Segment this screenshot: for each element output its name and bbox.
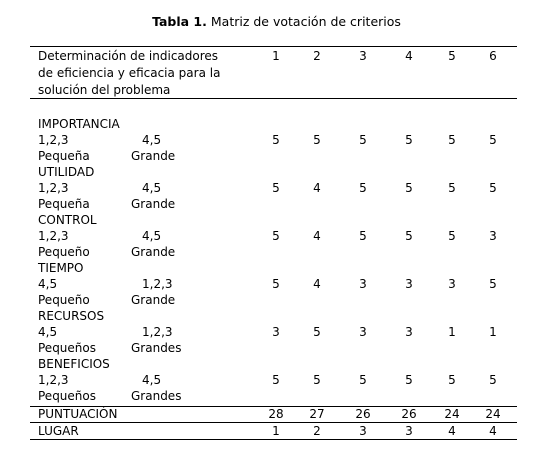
scale-low-label: Pequeño bbox=[38, 293, 90, 307]
header-description-line-2: de eficiencia y eficacia para la bbox=[38, 66, 221, 80]
criterion-name: UTILIDAD bbox=[38, 165, 95, 179]
score-cell: 3 bbox=[448, 277, 456, 291]
scale-low-values: 4,5 bbox=[38, 325, 58, 339]
score-cell: 5 bbox=[448, 229, 456, 243]
criterion-name: BENEFICIOS bbox=[38, 357, 110, 371]
rank-2: 2 bbox=[313, 424, 321, 438]
scale-high-values: 4,5 bbox=[142, 181, 162, 195]
score-cell: 5 bbox=[448, 181, 456, 195]
score-cell: 5 bbox=[359, 373, 367, 387]
score-cell: 5 bbox=[405, 373, 413, 387]
table-top-rule bbox=[30, 46, 517, 47]
score-cell: 5 bbox=[272, 373, 280, 387]
score-cell: 5 bbox=[359, 133, 367, 147]
score-label: PUNTUACIÓN bbox=[38, 407, 118, 421]
score-cell: 5 bbox=[359, 181, 367, 195]
score-cell: 5 bbox=[448, 373, 456, 387]
scale-low-values: 1,2,3 bbox=[38, 133, 69, 147]
score-cell: 5 bbox=[405, 181, 413, 195]
score-cell: 5 bbox=[272, 133, 280, 147]
score-cell: 5 bbox=[313, 325, 321, 339]
scale-low-values: 1,2,3 bbox=[38, 181, 69, 195]
rank-3: 3 bbox=[359, 424, 367, 438]
column-header-3: 3 bbox=[359, 49, 367, 63]
column-header-5: 5 bbox=[448, 49, 456, 63]
scale-high-label: Grande bbox=[131, 197, 176, 211]
scale-high-label: Grandes bbox=[131, 341, 182, 355]
rank-6: 4 bbox=[489, 424, 497, 438]
column-header-2: 2 bbox=[313, 49, 321, 63]
header-bottom-rule bbox=[30, 98, 517, 99]
total-score-4: 26 bbox=[401, 407, 417, 421]
scale-high-label: Grande bbox=[131, 245, 176, 259]
score-cell: 5 bbox=[313, 373, 321, 387]
score-cell: 5 bbox=[405, 133, 413, 147]
scale-high-values: 4,5 bbox=[142, 133, 162, 147]
scale-high-label: Grande bbox=[131, 293, 176, 307]
total-score-6: 24 bbox=[485, 407, 501, 421]
score-cell: 3 bbox=[489, 229, 497, 243]
caption-title: Matriz de votación de criterios bbox=[210, 14, 401, 29]
scale-high-values: 4,5 bbox=[142, 229, 162, 243]
scale-high-label: Grande bbox=[131, 149, 176, 163]
total-score-3: 26 bbox=[355, 407, 371, 421]
score-cell: 5 bbox=[405, 229, 413, 243]
score-cell: 3 bbox=[359, 277, 367, 291]
score-cell: 5 bbox=[489, 133, 497, 147]
total-score-5: 24 bbox=[444, 407, 460, 421]
score-cell: 5 bbox=[272, 229, 280, 243]
rank-label: LUGAR bbox=[38, 424, 79, 438]
scale-low-values: 1,2,3 bbox=[38, 373, 69, 387]
scale-high-values: 1,2,3 bbox=[142, 277, 173, 291]
criterion-name: RECURSOS bbox=[38, 309, 105, 323]
score-cell: 5 bbox=[489, 373, 497, 387]
score-cell: 3 bbox=[405, 277, 413, 291]
scale-low-label: Pequeños bbox=[38, 389, 96, 403]
score-cell: 4 bbox=[313, 229, 321, 243]
scale-low-values: 1,2,3 bbox=[38, 229, 69, 243]
rank-4: 3 bbox=[405, 424, 413, 438]
header-description-line-3: solución del problema bbox=[38, 83, 171, 97]
score-cell: 1 bbox=[448, 325, 456, 339]
score-cell: 5 bbox=[272, 277, 280, 291]
scale-high-values: 1,2,3 bbox=[142, 325, 173, 339]
scale-high-values: 4,5 bbox=[142, 373, 162, 387]
criterion-name: CONTROL bbox=[38, 213, 97, 227]
total-score-1: 28 bbox=[268, 407, 284, 421]
score-cell: 4 bbox=[313, 181, 321, 195]
criterion-name: TIEMPO bbox=[38, 261, 84, 275]
rank-1: 1 bbox=[272, 424, 280, 438]
table-bottom-rule bbox=[30, 439, 517, 440]
table-caption bbox=[0, 14, 553, 29]
score-cell: 5 bbox=[448, 133, 456, 147]
caption-label: Tabla 1. bbox=[152, 14, 207, 29]
criterion-name: IMPORTANCIA bbox=[38, 117, 120, 131]
column-header-4: 4 bbox=[405, 49, 413, 63]
score-cell: 3 bbox=[405, 325, 413, 339]
header-description-line-1: Determinación de indicadores bbox=[38, 49, 219, 63]
score-cell: 1 bbox=[489, 325, 497, 339]
score-cell: 3 bbox=[359, 325, 367, 339]
score-cell: 5 bbox=[489, 277, 497, 291]
score-cell: 3 bbox=[272, 325, 280, 339]
scale-low-label: Pequeño bbox=[38, 245, 90, 259]
score-cell: 5 bbox=[313, 133, 321, 147]
score-cell: 5 bbox=[272, 181, 280, 195]
scale-low-label: Pequeña bbox=[38, 197, 90, 211]
scale-low-label: Pequeña bbox=[38, 149, 90, 163]
column-header-6: 6 bbox=[489, 49, 497, 63]
rank-5: 4 bbox=[448, 424, 456, 438]
column-header-1: 1 bbox=[272, 49, 280, 63]
scale-low-label: Pequeños bbox=[38, 341, 96, 355]
score-cell: 5 bbox=[489, 181, 497, 195]
score-cell: 4 bbox=[313, 277, 321, 291]
scale-high-label: Grandes bbox=[131, 389, 182, 403]
total-score-2: 27 bbox=[309, 407, 325, 421]
scale-low-values: 4,5 bbox=[38, 277, 58, 291]
score-cell: 5 bbox=[359, 229, 367, 243]
